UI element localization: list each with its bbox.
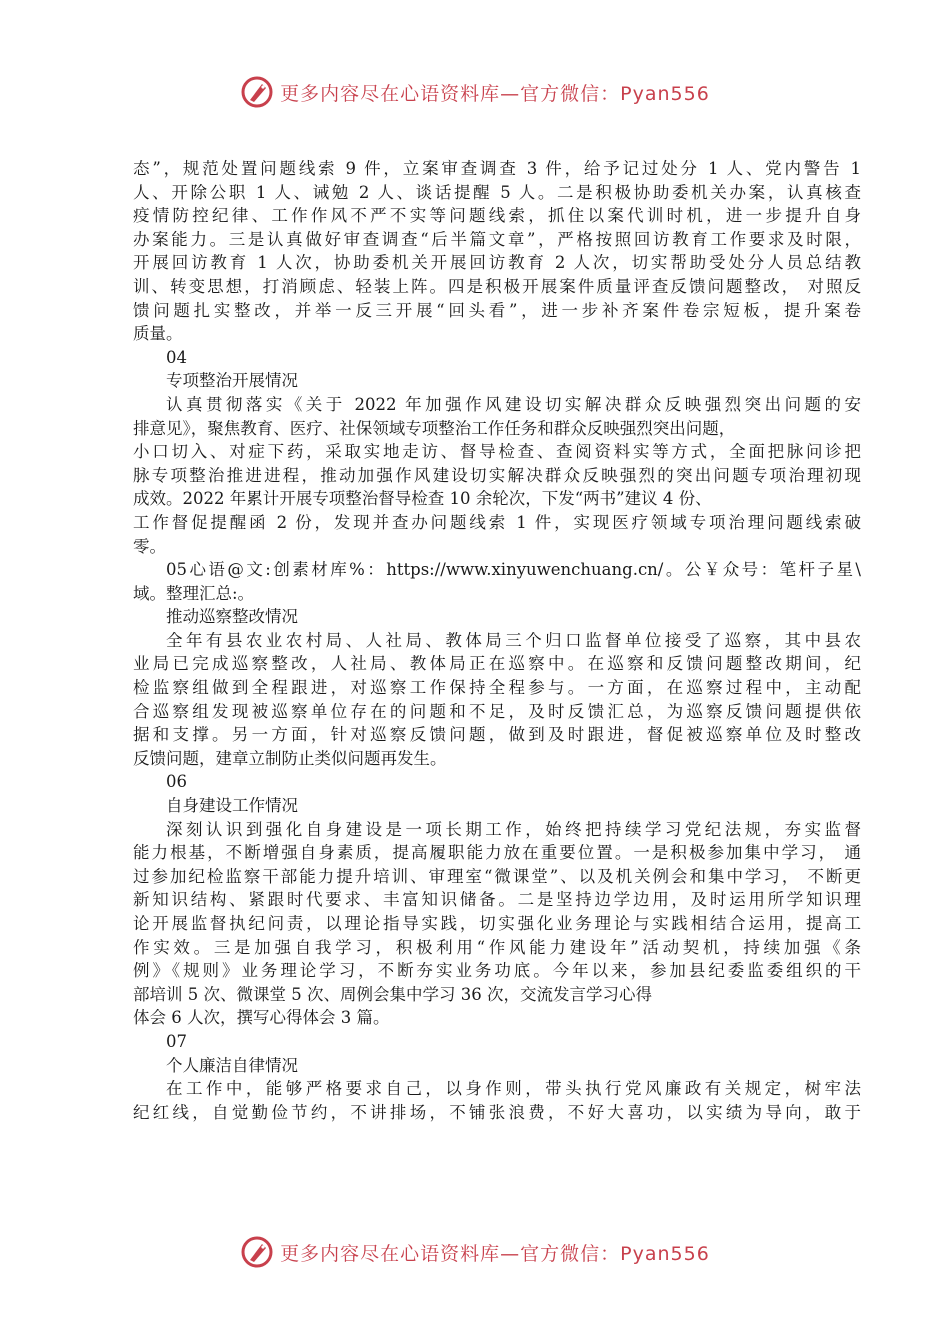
text-line: 合巡察组发现被巡察单位存在的问题和不足，及时反馈汇总，为巡察反馈问题提供依 (133, 701, 861, 721)
text-line: 据和支撑。另一方面，针对巡察反馈问题，做到及时跟进，督促被巡察单位及时整改 (133, 725, 861, 745)
text-line: 业局已完成巡察整改，人社局、教体局正在巡察中。在巡察和反馈问题整改期间，纪 (133, 654, 861, 674)
text-line: 04 (166, 347, 187, 367)
text-line: 纪红线，自觉勤俭节约，不讲排场，不铺张浪费，不好大喜功，以实绩为导向，敢于 (133, 1102, 861, 1122)
text-line: 排意见》，聚焦教育、医疗、社保领域专项整治工作任务和群众反映强烈突出问题， (133, 418, 736, 438)
text-line: 个人廉洁自律情况 (166, 1055, 298, 1075)
text-line: 人、开除公职 1 人、诫勉 2 人、谈话提醒 5 人。二是积极协助委机关办案，认真核查 (133, 182, 861, 202)
text-line: 全年有县农业农村局、人社局、教体局三个归口监督单位接受了巡察，其中县农 (166, 630, 861, 650)
pen-nib-icon (240, 75, 274, 109)
document-body (133, 157, 861, 1124)
text-line: 能力根基，不断增强自身素质，提高履职能力放在重要位置。一是积极参加集中学习， 通 (133, 843, 861, 863)
text-line: 疫情防控纪律、工作作风不严不实等问题线索，抓住以案代训时机，进一步提升自身 (133, 206, 861, 226)
text-line: 例》《规则》业务理论学习，不断夯实业务功底。今年以来，参加县纪委监委组织的干 (133, 961, 861, 981)
text-line: 05心语@文:创素材库%：https://www.xinyuwenchuang.cn/。公￥众号：笔杆子星\ (166, 560, 861, 580)
text-line: 反馈问题，建章立制防止类似问题再发生。 (133, 748, 447, 768)
text-line: 脉专项整治推进进程，推动加强作风建设切实解决群众反映强烈的突出问题专项治理初现 (133, 465, 861, 485)
text-line: 自身建设工作情况 (166, 796, 298, 816)
watermark-footer (0, 1232, 950, 1272)
text-line: 训、转变思想，打消顾虑、轻装上阵。四是积极开展案件质量评查反馈问题整改， 对照反 (133, 276, 861, 296)
text-line: 馈问题扎实整改，并举一反三开展“回头看”，进一步补齐案件卷宗短板，提升案卷 (133, 300, 861, 320)
text-line: 新知识结构、紧跟时代要求、丰富知识储备。二是坚持边学边用，及时运用所学知识理 (133, 890, 861, 910)
text-line: 质量。 (133, 324, 183, 344)
text-line: 零。 (133, 536, 166, 556)
text-line: 专项整治开展情况 (166, 371, 298, 391)
text-line: 部培训 5 次、微课堂 5 次、周例会集中学习 36 次，交流发言学习心得 (133, 984, 652, 1004)
watermark-header (0, 72, 950, 112)
text-line: 作实效。三是加强自我学习，积极利用“作风能力建设年”活动契机，持续加强《条 (133, 937, 861, 957)
pen-nib-icon (240, 1235, 274, 1269)
text-line: 检监察组做到全程跟进，对巡察工作保持全程参与。一方面，在巡察过程中，主动配 (133, 678, 861, 698)
text-line: 小口切入、对症下药，采取实地走访、督导检查、查阅资料实等方式，全面把脉问诊把 (133, 442, 861, 462)
text-line: 办案能力。三是认真做好审查调查“后半篇文章”，严格按照回访教育工作要求及时限， (133, 229, 861, 249)
text-line: 开展回访教育 1 人次，协助委机关开展回访教育 2 人次，切实帮助受处分人员总结教 (133, 253, 861, 273)
text-line: 在工作中，能够严格要求自己，以身作则，带头执行党风廉政有关规定，树牢法 (166, 1079, 861, 1099)
text-line: 推动巡察整改情况 (166, 607, 298, 627)
text-line: 体会 6 人次，撰写心得体会 3 篇。 (133, 1008, 390, 1028)
text-line: 06 (166, 772, 187, 792)
watermark-text: 更多内容尽在心语资料库—官方微信：Pyan556 (280, 1242, 710, 1265)
text-line: 过参加纪检监察干部能力提升培训、审理室“微课堂”、以及机关例会和集中学习， 不断更 (133, 866, 861, 886)
text-line: 深刻认识到强化自身建设是一项长期工作，始终把持续学习党纪法规，夯实监督 (166, 819, 861, 839)
text-line: 工作督促提醒函 2 份，发现并查办问题线索 1 件，实现医疗领域专项治理问题线索破 (133, 512, 861, 532)
text-line: 成效。2022 年累计开展专项整治督导检查 10 余轮次，下发“两书”建议 4 份、 (133, 489, 712, 509)
text-line: 07 (166, 1031, 187, 1051)
text-line: 认真贯彻落实《关于 2022 年加强作风建设切实解决群众反映强烈突出问题的安 (166, 394, 861, 414)
text-line: 论开展监督执纪问责，以理论指导实践，切实强化业务理论与实践相结合运用，提高工 (133, 914, 861, 933)
watermark-text: 更多内容尽在心语资料库—官方微信：Pyan556 (280, 82, 710, 105)
text-line: 域。整理汇总:。 (133, 583, 255, 603)
text-line: 态”，规范处置问题线索 9 件，立案审查调查 3 件，给予记过处分 1 人、党内警告 1 (133, 159, 861, 178)
